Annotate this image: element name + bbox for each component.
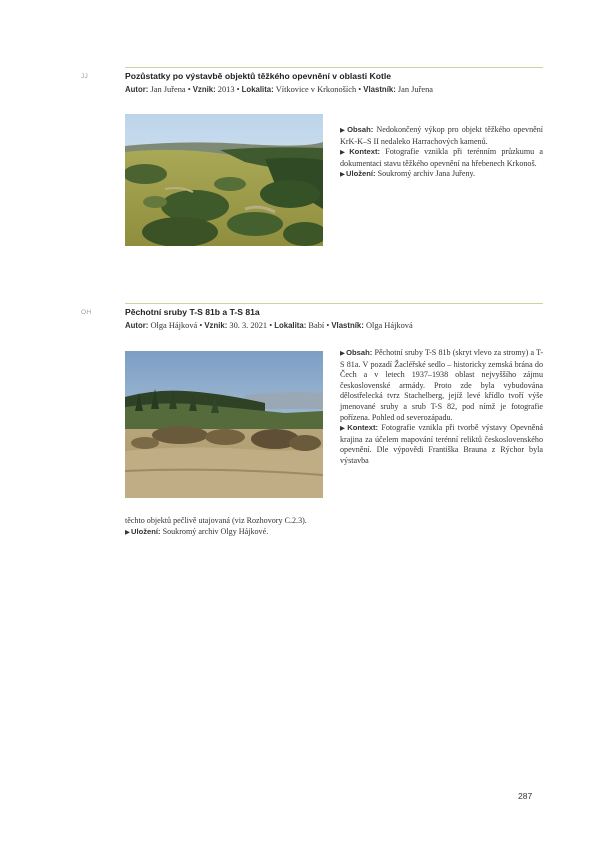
bullet-triangle-icon: ▶	[125, 528, 130, 536]
hillside-forest-photo	[125, 351, 323, 498]
entry-2-title: Pěchotní sruby T-S 81b a T-S 81a	[125, 307, 260, 317]
mountain-meadow-image	[125, 114, 323, 246]
bullet-triangle-icon: ▶	[340, 171, 345, 179]
entry-1-content: ▶Obsah: Nedokončený výkop pro objekt těžkého opevnění KrK-K–S II nedaleko Harrachových kamenů.	[340, 125, 544, 146]
entry-2-description	[340, 348, 543, 467]
entry-1-top-rule	[125, 67, 543, 68]
mountain-meadow-photo	[125, 114, 323, 246]
entry-2-context: ▶Kontext: Fotografie vznikla při tvorbě výstavy Opevněná krajina za účelem mapování terénní reliktů československého opevnění. Dle výpovědi Františka Brauna z Rýchor byla výstavba	[340, 423, 543, 465]
entry-1-initials: JJ	[81, 73, 89, 80]
bullet-triangle-icon: ▶	[340, 425, 347, 433]
bullet-triangle-icon: ▶	[340, 350, 346, 357]
bullet-triangle-icon: ▶	[340, 127, 347, 134]
entry-1-title: Pozůstatky po výstavbě objektů těžkého opevnění v oblasti Kotle	[125, 71, 391, 81]
entry-2-description-continued	[125, 516, 543, 538]
page-number: 287	[518, 791, 533, 801]
entry-2-content: ▶Obsah: Pěchotní sruby T-S 81b (skryt vlevo za stromy) a T-S 81a. V pozadí Žacléřské sedlo – historicky zemská brána do Čech a v letech 1937–1938 oblast nejvyššího zájmu československé armády. Proto zde byla vybudována dělostřelecká tvrz Stachelberg, jejíž levé křídlo tvoří výše jmenované sruby a srub T-S 82, pod nímž je fotografie pořízena. Pohled od severozápadu.	[340, 348, 544, 422]
entry-1-context: ▶Kontext: Fotografie vznikla při terénním průzkumu a dokumentaci stavu těžkého opevnění na hřebenech Krkonoš.	[340, 147, 544, 168]
entry-2-top-rule	[125, 303, 543, 304]
entry-2-storage: ▶Uložení: Soukromý archiv Olgy Hájkové.	[125, 526, 269, 536]
entry-1-storage: ▶Uložení: Soukromý archiv Jana Juřeny.	[340, 169, 476, 179]
entry-1-meta: Autor: Jan Juřena • Vznik: 2013 • Lokalita: Vítkovice v Krkonoších • Vlastník: Jan Juřena	[125, 85, 434, 94]
entry-2-context-continued: těchto objektů pečlivě utajovaná (viz Rozhovory C.2.3).	[125, 516, 307, 525]
entry-2-initials: OH	[81, 309, 92, 316]
bullet-triangle-icon: ▶	[340, 149, 349, 157]
entry-1-description	[340, 125, 543, 181]
entry-2-meta: Autor: Olga Hájková • Vznik: 30. 3. 2021 • Lokalita: Babí • Vlastník: Olga Hájková	[125, 321, 413, 330]
hillside-forest-image	[125, 351, 323, 498]
